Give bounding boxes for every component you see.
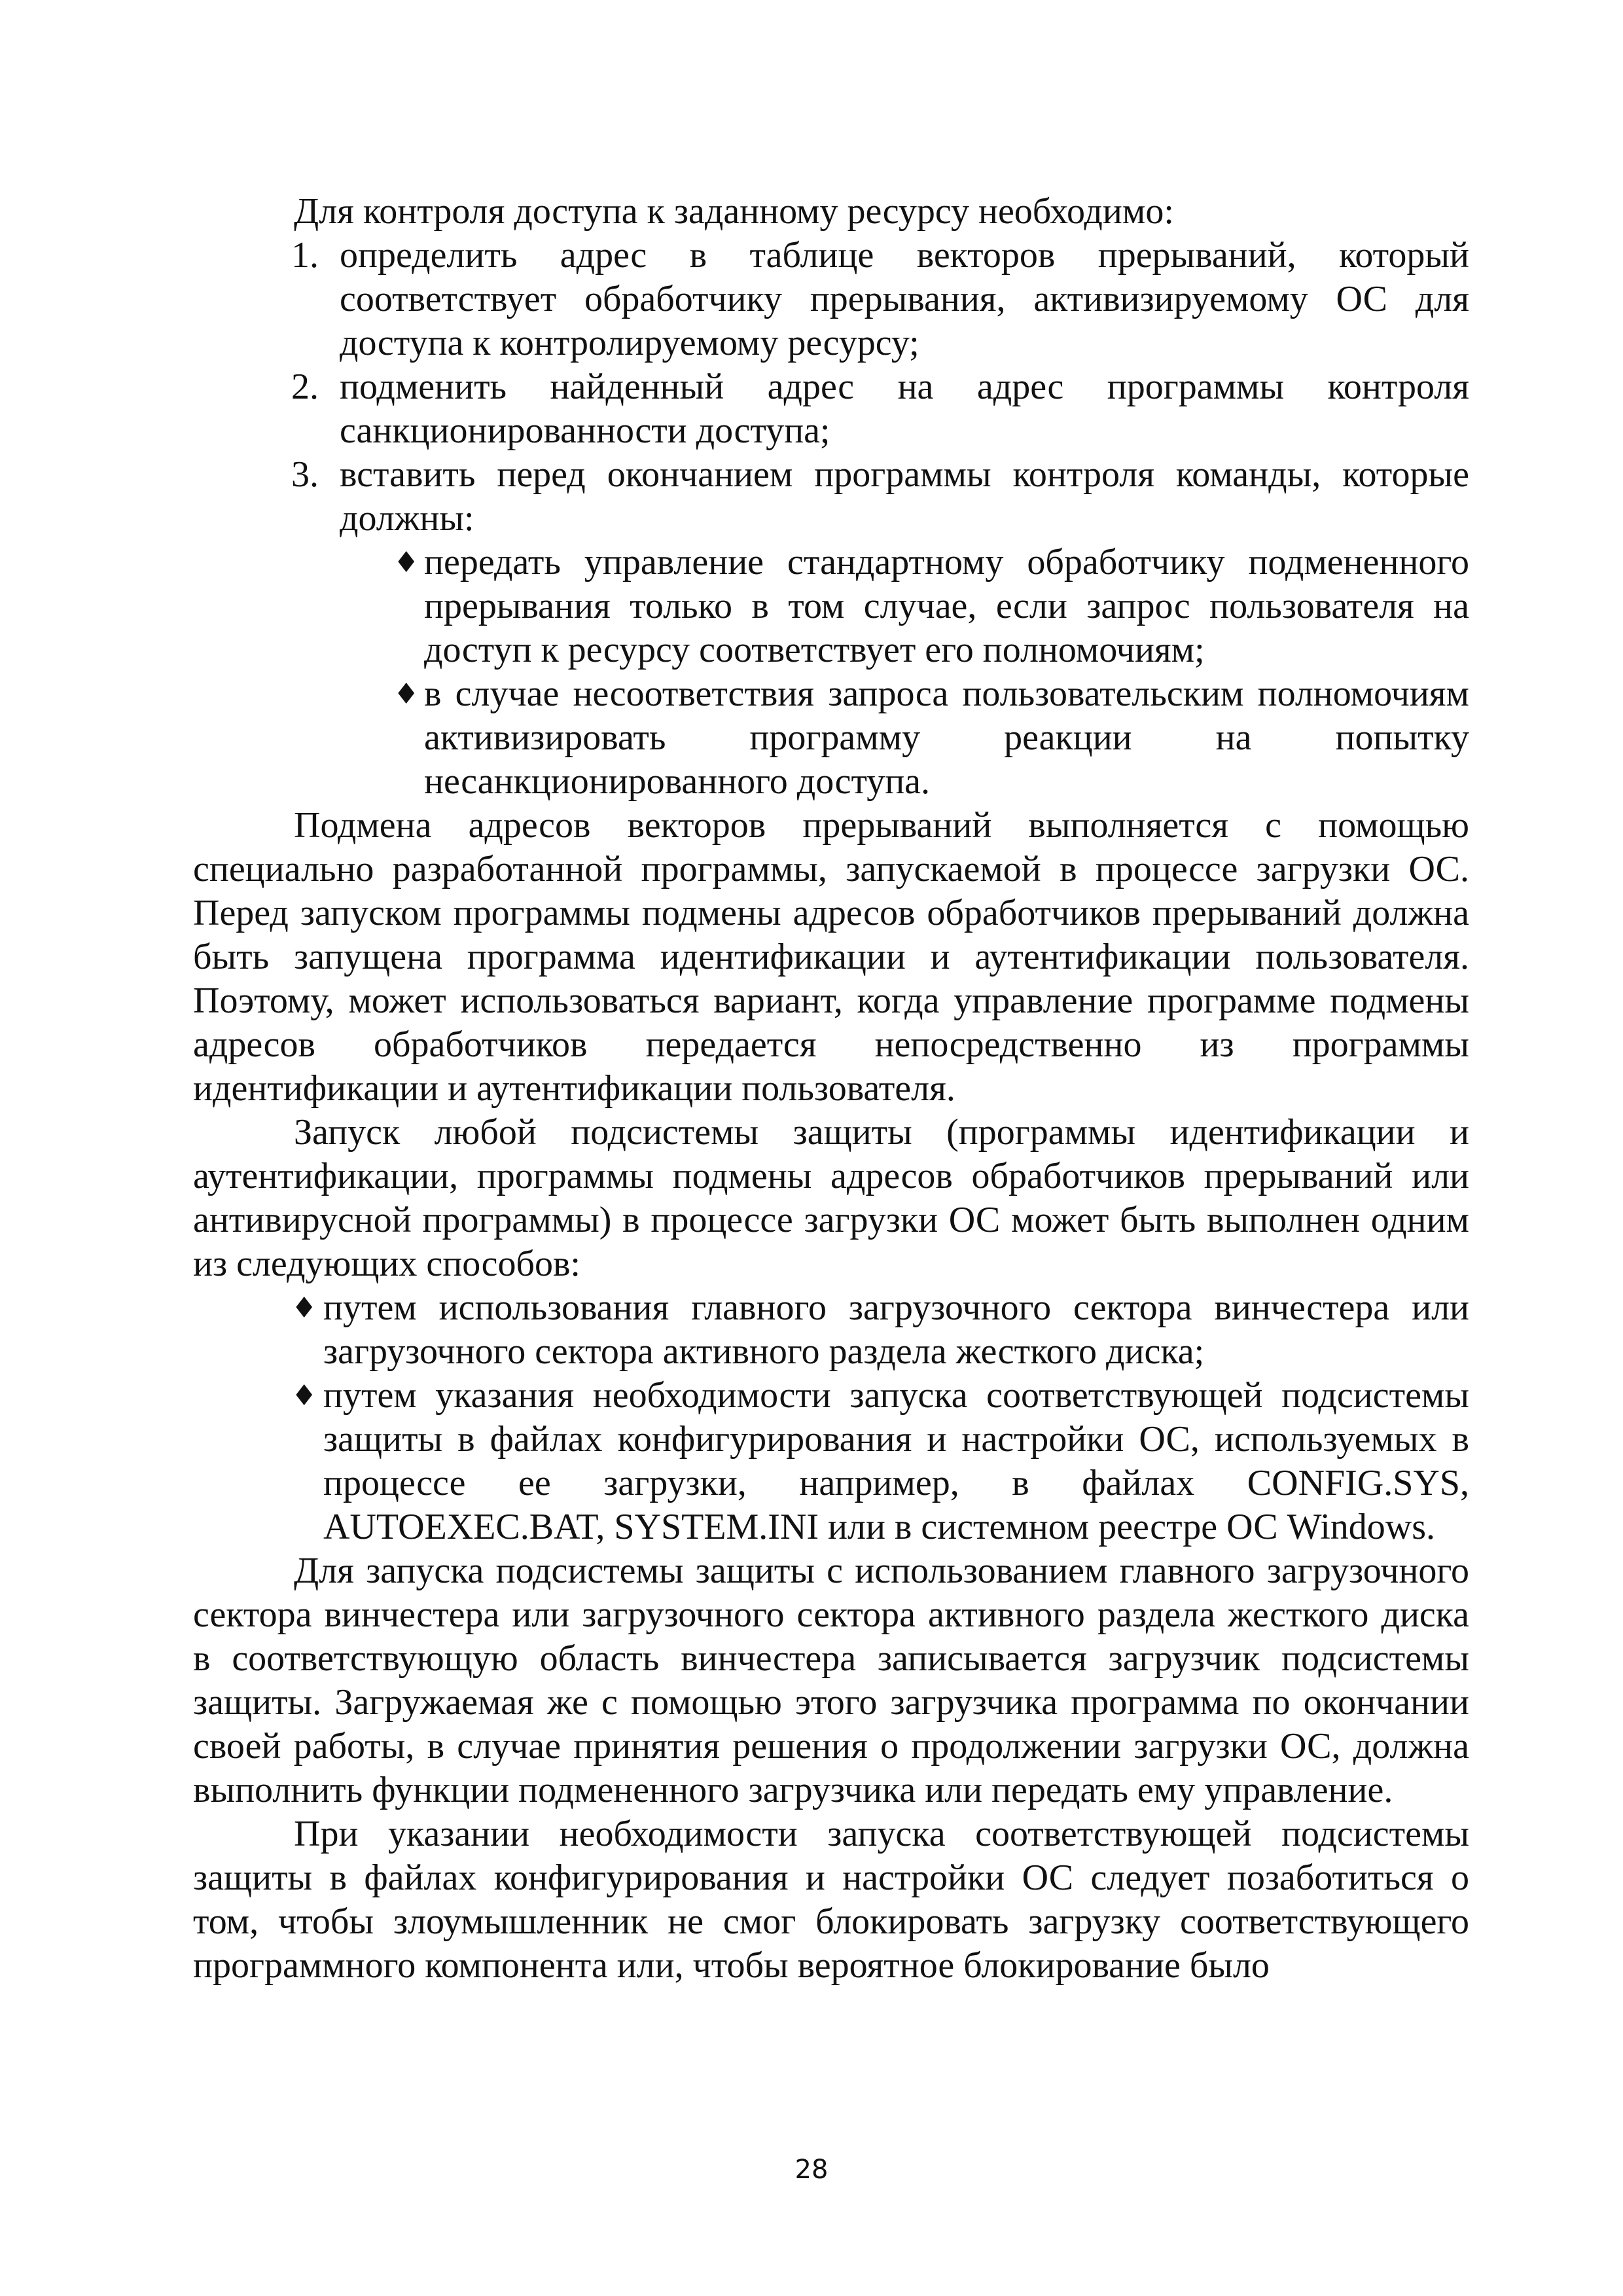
list-item — [193, 453, 1469, 804]
document-page — [193, 190, 1469, 1988]
diamond-bullet-icon: ♦ — [291, 1291, 317, 1325]
list-item-number: 2. — [291, 367, 319, 407]
diamond-bullet-icon: ♦ — [393, 546, 419, 579]
list-item — [193, 234, 1469, 365]
sub-list-item-text: в случае несоответствия запроса пользовательским полномочиям активизировать программу реакции на попытку несанкционированного доступа. — [424, 673, 1469, 802]
list-item-text: путем использования главного загрузочного сектора винчестера или загрузочного сектора активного раздела жесткого диска; — [323, 1287, 1469, 1372]
intro-text: Для контроля доступа к заданному ресурсу необходимо: — [294, 191, 1174, 232]
list-item-text: путем указания необходимости запуска соответствующей подсистемы защиты в файлах конфигурирования и настройки ОС, используемых в процессе ее загрузки, например, в файлах CONFIG.SYS, AUTOEXEC.BAT, SYSTEM.INI или в системном реестре ОС Windows. — [323, 1375, 1469, 1547]
paragraph: Запуск любой подсистемы защиты (программы идентификации и аутентификации, программы подмены адресов обработчиков прерываний или антивирусной программы) в процессе загрузки ОС может быть выполнен одним из следующих способов: — [193, 1112, 1469, 1284]
sub-list-item — [193, 541, 1469, 672]
sub-list — [340, 541, 1469, 804]
list-item — [193, 1374, 1469, 1549]
list-item-number: 3. — [291, 454, 319, 495]
list-item-number: 1. — [291, 235, 319, 276]
diamond-bullet-icon: ♦ — [393, 677, 419, 711]
sub-list-item-text: передать управление стандартному обработчику подмененного прерывания только в том случае, если запрос пользователя на доступ к ресурсу соответствует его полномочиям; — [424, 542, 1469, 670]
sub-list-item — [193, 672, 1469, 804]
list-item-text: вставить перед окончанием программы контроля команды, которые должны: — [340, 454, 1469, 539]
list-item — [193, 1286, 1469, 1374]
paragraph: Подмена адресов векторов прерываний выполняется с помощью специально разработанной программы, запускаемой в процессе загрузки ОС. Перед запуском программы подмены адресов обработчиков прерываний должна быть запущена программа идентификации и аутентификации пользователя. Поэтому, может использоваться вариант, когда управление программе подмены адресов обработчиков передается непосредственно из программы идентификации и аутентификации пользователя. — [193, 805, 1469, 1109]
diamond-bullet-icon: ♦ — [291, 1379, 317, 1412]
steps-list — [193, 234, 1469, 804]
list-item-text: определить адрес в таблице векторов прерываний, который соответствует обработчику прерывания, активизируемому ОС для доступа к контролируемому ресурсу; — [340, 235, 1469, 363]
list-item-text: подменить найденный адрес на адрес программы контроля санкционированности доступа; — [340, 367, 1469, 451]
paragraph: Для запуска подсистемы защиты с использованием главного загрузочного сектора винчестера или загрузочного сектора активного раздела жесткого диска в соответствующую область винчестера записывается загрузчик подсистемы защиты. Загружаемая же с помощью этого загрузчика программа по окончании своей работы, в случае принятия решения о продолжении загрузки ОС, должна выполнить функции подмененного загрузчика или передать ему управление. — [193, 1551, 1469, 1810]
list-item — [193, 365, 1469, 453]
methods-list — [193, 1286, 1469, 1549]
paragraph: При указании необходимости запуска соответствующей подсистемы защиты в файлах конфигурирования и настройки ОС следует позаботиться о том, чтобы злоумышленник не смог блокировать загрузку соответствующего программного компонента или, чтобы вероятное блокирование было — [193, 1814, 1469, 1986]
page-number: 28 — [794, 2155, 829, 2185]
